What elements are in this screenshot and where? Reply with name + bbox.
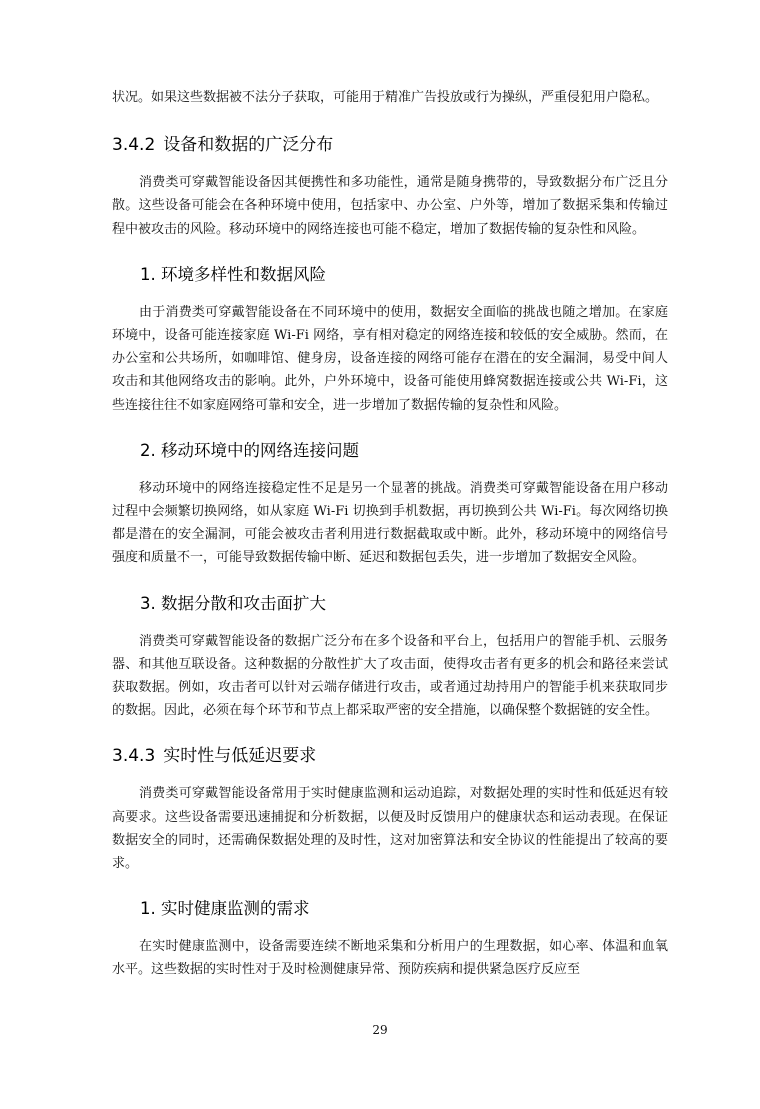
subsection-heading: 3. 数据分散和攻击面扩大 <box>140 593 326 613</box>
subsection-heading: 1. 环境多样性和数据风险 <box>140 264 326 284</box>
section-number: 3.4.3 <box>112 746 156 767</box>
subsection-heading: 2. 移动环境中的网络连接问题 <box>140 440 359 460</box>
paragraph-continuation: 状况。如果这些数据被不法分子获取，可能用于精准广告投放或行为操纵，严重侵犯用户隐私。 <box>112 90 659 105</box>
page-number: 29 <box>372 1023 388 1037</box>
section-heading-3-4-3 <box>112 744 668 768</box>
paragraph: 在实时健康监测中，设备需要连续不断地采集和分析用户的生理数据，如心率、体温和血氧水平。这些数据的实时性对于及时检测健康异常、预防疾病和提供紧急医疗反应至 <box>112 939 668 978</box>
section-title: 设备和数据的广泛分布 <box>163 135 334 156</box>
paragraph: 由于消费类可穿戴智能设备在不同环境中的使用，数据安全面临的挑战也随之增加。在家庭环境中，设备可能连接家庭 Wi-Fi 网络，享有相对稳定的网络连接和较低的安全威胁。然而，在办公室和公共场所，如咖啡馆、健身房，设备连接的网络可能存在潜在的安全漏洞，易受中间人攻击和其他网络攻击的影响。此外，户外环境中，设备可能使用蜂窝数据连接或公共 Wi-Fi，这些连接往往不如家庭网络可靠和安全，进一步增加了数据传输的复杂性和风险。 <box>112 304 668 413</box>
page-content <box>112 86 668 982</box>
section-title: 实时性与低延迟要求 <box>163 746 317 767</box>
paragraph: 消费类可穿戴智能设备常用于实时健康监测和运动追踪，对数据处理的实时性和低延迟有较高要求。这些设备需要迅速捕捉和分析数据，以便及时反馈用户的健康状态和运动表现。在保证数据安全的同时，还需确保数据处理的及时性，这对加密算法和安全协议的性能提出了较高的要求。 <box>112 786 668 872</box>
paragraph: 消费类可穿戴智能设备的数据广泛分布在多个设备和平台上，包括用户的智能手机、云服务器、和其他互联设备。这种数据的分散性扩大了攻击面，使得攻击者有更多的机会和路径来尝试获取数据。例如，攻击者可以针对云端存储进行攻击，或者通过劫持用户的智能手机来获取同步的数据。因此，必须在每个环节和节点上都采取严密的安全措施，以确保整个数据链的安全性。 <box>112 633 668 719</box>
section-number: 3.4.2 <box>112 135 156 156</box>
section-heading-3-4-2 <box>112 133 668 157</box>
paragraph: 移动环境中的网络连接稳定性不足是另一个显著的挑战。消费类可穿戴智能设备在用户移动过程中会频繁切换网络，如从家庭 Wi-Fi 切换到手机数据，再切换到公共 Wi-Fi。每次网络切换都是潜在的安全漏洞，可能会被攻击者利用进行数据截取或中断。此外，移动环境中的网络信号强度和质量不一，可能导致数据传输中断、延迟和数据包丢失，进一步增加了数据安全风险。 <box>112 480 668 566</box>
subsection-heading: 1. 实时健康监测的需求 <box>140 899 310 919</box>
paragraph: 消费类可穿戴智能设备因其便携性和多功能性，通常是随身携带的，导致数据分布广泛且分散。这些设备可能会在各种环境中使用，包括家中、办公室、户外等，增加了数据采集和传输过程中被攻击的风险。移动环境中的网络连接也可能不稳定，增加了数据传输的复杂性和风险。 <box>112 175 668 237</box>
